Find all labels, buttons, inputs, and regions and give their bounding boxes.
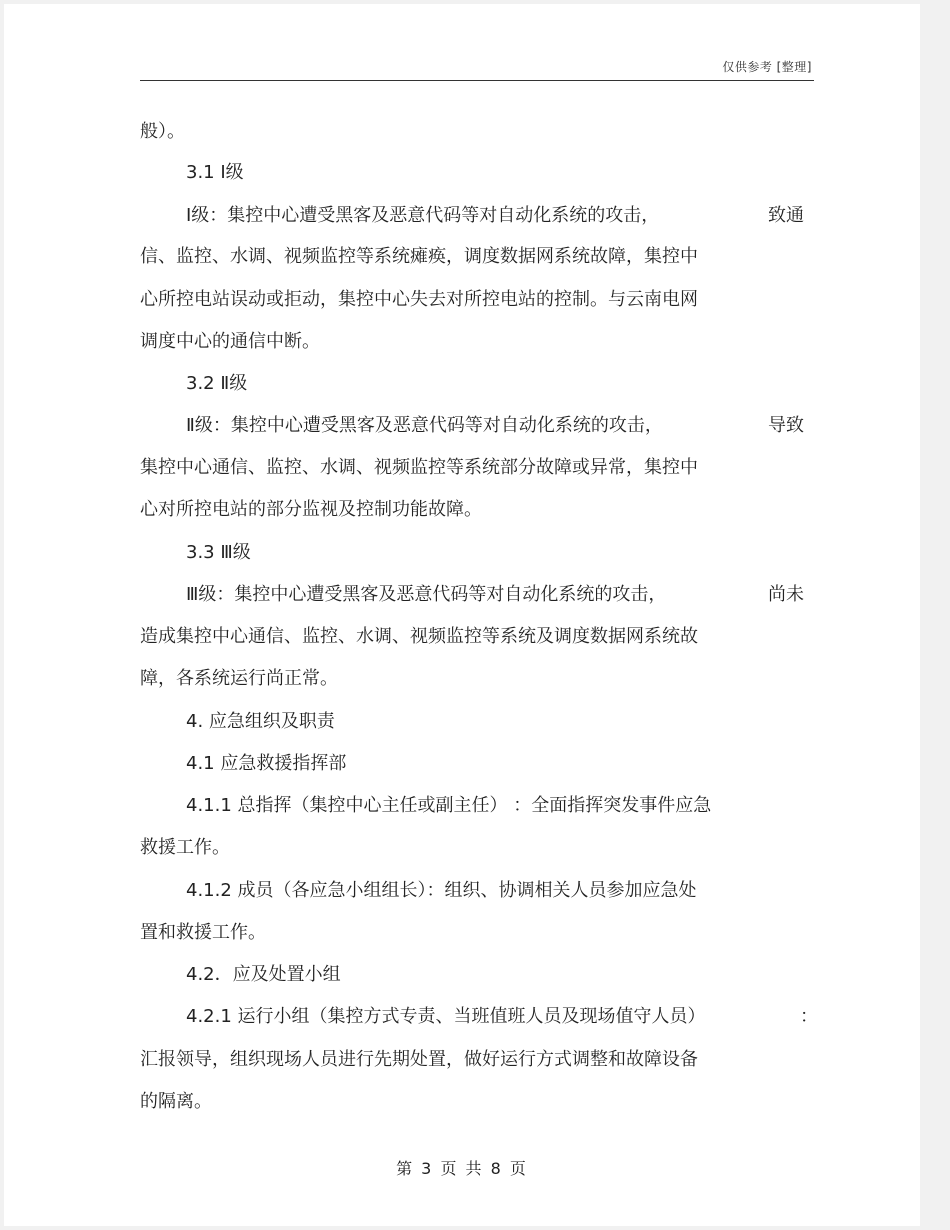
text-line: 置和救援工作。 [140, 922, 266, 943]
text-line: 汇报领导，组织现场人员进行先期处置，做好运行方式调整和故障设备 [140, 1049, 698, 1070]
text-line: Ⅱ级：集控中心遭受黑客及恶意代码等对自动化系统的攻击， [186, 415, 663, 436]
text-line: 4.2.1 运行小组（集控方式专责、当班值班人员及现场值守人员） [186, 1006, 706, 1027]
text-line-tail: 尚未 [768, 584, 804, 605]
section-heading: 4.1 应急救援指挥部 [186, 753, 347, 774]
text-line: 的隔离。 [140, 1091, 212, 1112]
section-heading: 3.1 Ⅰ级 [186, 162, 244, 183]
section-heading: 3.2 Ⅱ级 [186, 373, 248, 394]
section-heading: 4. 应急组织及职责 [186, 711, 335, 732]
text-line: 造成集控中心通信、监控、水调、视频监控等系统及调度数据网系统故 [140, 626, 698, 647]
text-line: 救援工作。 [140, 837, 230, 858]
text-line: 障，各系统运行尚正常。 [140, 668, 338, 689]
page-header [140, 52, 814, 81]
text-line-tail: ： [800, 1006, 818, 1027]
text-line: 心对所控电站的部分监视及控制功能故障。 [140, 499, 482, 520]
text-line: 调度中心的通信中断。 [140, 331, 320, 352]
text-line: 信、监控、水调、视频监控等系统瘫痪，调度数据网系统故障，集控中 [140, 246, 698, 267]
text-line: Ⅲ级：集控中心遭受黑客及恶意代码等对自动化系统的攻击， [186, 584, 667, 605]
text-line: 集控中心通信、监控、水调、视频监控等系统部分故障或异常，集控中 [140, 457, 698, 478]
text-line: 心所控电站误动或拒动，集控中心失去对所控电站的控制。与云南电网 [140, 289, 698, 310]
page-footer: 第 3 页 共 8 页 [396, 1159, 528, 1178]
text-line: 4.1.1 总指挥（集控中心主任或副主任） ：全面指挥突发事件应急 [186, 795, 712, 816]
section-heading: 3.3 Ⅲ级 [186, 542, 251, 563]
document-page [4, 4, 920, 1226]
text-line-tail: 导致 [768, 415, 804, 436]
text-line: 般）。 [140, 121, 185, 142]
text-line: Ⅰ级：集控中心遭受黑客及恶意代码等对自动化系统的攻击， [186, 205, 660, 226]
header-note: 仅供参考 [整理] [722, 60, 812, 74]
text-line-tail: 致通 [768, 205, 804, 226]
text-line: 4.1.2 成员（各应急小组组长）：组织、协调相关人员参加应急处 [186, 880, 697, 901]
section-heading: 4.2．应及处置小组 [186, 964, 341, 985]
